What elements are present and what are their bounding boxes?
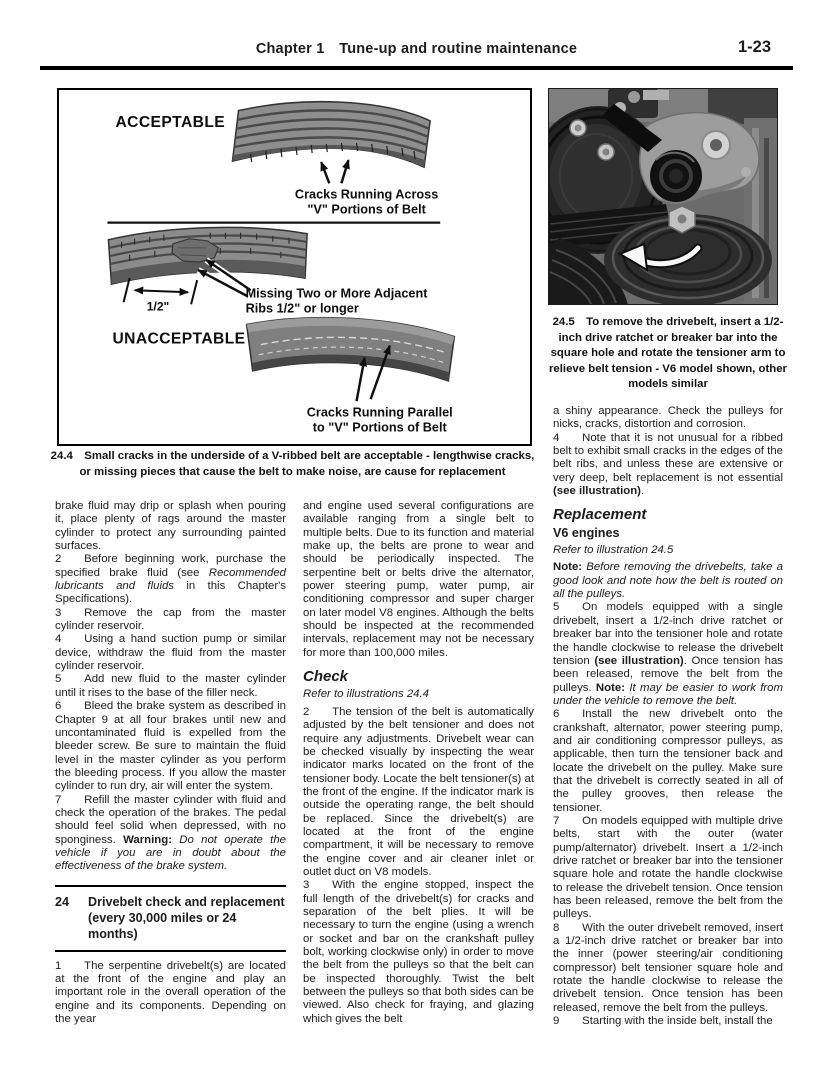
figure-24-5-photo <box>548 88 778 305</box>
step-4: 4 Note that it is not unusual for a ribbed belt to exhibit small cracks in the edges of the belt ribs, and unless these are extensive or very deep, belt replacement is not essential (see illustration). <box>553 431 783 498</box>
label-parallel-2: to "V" Portions of Belt <box>312 420 447 435</box>
label-unacceptable: UNACCEPTABLE <box>112 330 246 348</box>
label-cracks-across-2: "V" Portions of Belt <box>307 202 426 217</box>
label-missing-1: Missing Two or More Adjacent <box>245 286 428 301</box>
step-2: 2 Before beginning work, purchase the specified brake fluid (see Recommended lubricants and fluids in this Chapter's Specifications). <box>55 553 286 606</box>
column-middle <box>303 500 534 1026</box>
figure-24-5-caption: 24.5 To remove the drivebelt, insert a 1/2-inch drive ratchet or breaker bar into the square hole and rotate the tensioner arm to relieve belt tension - V6 model shown, other models similar <box>549 316 787 391</box>
step-7: 7 On models equipped with multiple drive belts, start with the outer (water pump/alternator) drivebelt. Insert a 1/2-inch drive ratchet or breaker bar into the tensioner square hole and rotate the handle clockwise to release the drivebelt tension. Once tension has been released, remove the belt from the pulleys. <box>553 814 783 921</box>
belt-parallel-cracks <box>247 318 455 381</box>
label-cracks-across-1: Cracks Running Across <box>294 187 439 202</box>
arrow-cracks-across <box>321 160 348 183</box>
step-6: 6 Install the new drivebelt onto the crankshaft, alternator, power steering pump, and air conditioning compressor pulleys, as applicable, then turn the tensioner back and locate the drivebelt on the pulley. Make sure that the drivebelt is correctly seated in all of the pulley grooves, then release the tensioner. <box>553 708 783 814</box>
v6-engines-heading: V6 engines <box>553 525 620 540</box>
tensioner-bolt <box>669 206 695 233</box>
paragraph: a shiny appearance. Check the pulleys for nicks, cracks, distortion and corrosion. <box>553 405 783 431</box>
page-number: 1-23 <box>738 38 772 56</box>
step-2: 2 The tension of the belt is automatically adjusted by the belt tensioner and does not require any adjustments. Drivebelt wear can be checked visually by inspecting the wear indicator marks located on the front of the tensioner body. Locate the belt tensioner(s) at the front of the engine. If the indicator mark is outside the operating range, the belt should be replaced. Since the drivebelt(s) are located at the front of the engine compartment, it will be necessary to remove the engine cover and air cleaner inlet or outlet duct on V8 models. <box>303 705 534 878</box>
section-24-heading-box <box>55 885 286 952</box>
label-half-inch: 1/2" <box>146 299 170 314</box>
column-left <box>55 500 286 1026</box>
paragraph: and engine used several configurations are available ranging from a single belt to multiple belts. Due to its function and material make up, the belts are prone to wear and should be periodically inspected. The serpentine belt or belts drive the alternator, power steering pump, water pump, air conditioning compressor and super charger on later model V8 engines. Although the belts should be inspected at the recommended intervals, replacement may not be necessary for more than 100,000 miles. <box>303 500 534 659</box>
step-4: 4 Using a hand suction pump or similar device, withdraw the fluid from the master cylinder reservoir. <box>55 633 286 673</box>
section-title: Drivebelt check and replacement (every 30,000 miles or 24 months) <box>88 894 285 941</box>
step-9: 9 Starting with the inside belt, install the <box>553 1015 773 1028</box>
step-7: 7 Refill the master cylinder with fluid and check the operation of the brakes. The pedal should feel solid when depressed, with no sponginess. Warning: Do not operate the vehicle if you are in doubt about the effectiveness of the brake system. <box>55 793 286 873</box>
belt-acceptable <box>232 102 430 167</box>
label-acceptable: ACCEPTABLE <box>115 113 226 131</box>
header-rule <box>40 66 793 70</box>
figure-24-4 <box>57 88 532 446</box>
step-6: 6 Bleed the brake system as described in Chapter 9 at all four brakes until new and uncontaminated fluid is expelled from the bleeder screw. Be sure to maintain the fluid level in the master cylinder as you perform the bleeding process. If you allow the master cylinder to run dry, air will enter the system. <box>55 700 286 793</box>
step-5: 5 On models equipped with a single drivebelt, insert a 1/2-inch drive ratchet or breaker bar into the tensioner hole and rotate the handle clockwise to release the drivebelt tension (see illustration). Once tension has been released, remove the belt from the pulleys. Note: It may be easier to work from under the vehicle to remove the belt. <box>553 601 783 707</box>
belt-diagram <box>59 90 530 444</box>
refer-note: Refer to illustration 24.5 <box>553 544 674 557</box>
note: Note: Before removing the drivebelts, take a good look and note how the belt is routed on all the pulleys. <box>553 561 783 601</box>
chapter-title: Chapter 1 Tune-up and routine maintenance <box>255 41 578 57</box>
paragraph: brake fluid may drip or splash when pouring it, place plenty of rags around the master cylinder to protect any surrounding painted surfaces. <box>55 500 286 553</box>
figure-24-4-caption: 24.4 Small cracks in the underside of a V-ribbed belt are acceptable - lengthwise cracks, or missing pieces that cause the belt to make noise, are cause for replacement <box>50 450 535 478</box>
step-3: 3 Remove the cap from the master cylinder reservoir. <box>55 606 286 633</box>
column-right <box>553 405 783 1028</box>
refer-note: Refer to illustrations 24.4 <box>303 688 429 701</box>
check-heading: Check <box>303 668 349 686</box>
tensioner-photo <box>548 88 778 305</box>
replacement-heading: Replacement <box>553 506 647 524</box>
step-8: 8 With the outer drivebelt removed, insert a 1/2-inch drive ratchet or breaker bar into the inner (power steering/air conditioning compressor) belt tensioner square hole and rotate the handle clockwise to release the drivebelt tension. Once tension has been released, remove the belt from the pulleys. <box>553 921 783 1014</box>
label-parallel-1: Cracks Running Parallel <box>306 405 453 420</box>
label-missing-2: Ribs 1/2" or longer <box>245 301 359 316</box>
step-1: 1 The serpentine drivebelt(s) are located at the front of the engine and play an important role in the overall operation of the engine and its components. Depending on the year <box>55 959 286 1025</box>
section-number: 24 <box>55 894 70 909</box>
step-5: 5 Add new fluid to the master cylinder until it rises to the base of the filler neck. <box>55 673 286 699</box>
step-3: 3 With the engine stopped, inspect the full length of the drivebelt(s) for cracks and separation of the belt plies. It will be necessary to turn the engine (using a wrench or socket and bar on the crankshaft pulley bolt, working clockwise only) in order to move the belt from the pulleys so that the belt can be inspected thoroughly. Twist the belt between the pulleys so that both sides can be viewed. Also check for fraying, and glazing which gives the belt <box>303 879 534 1025</box>
